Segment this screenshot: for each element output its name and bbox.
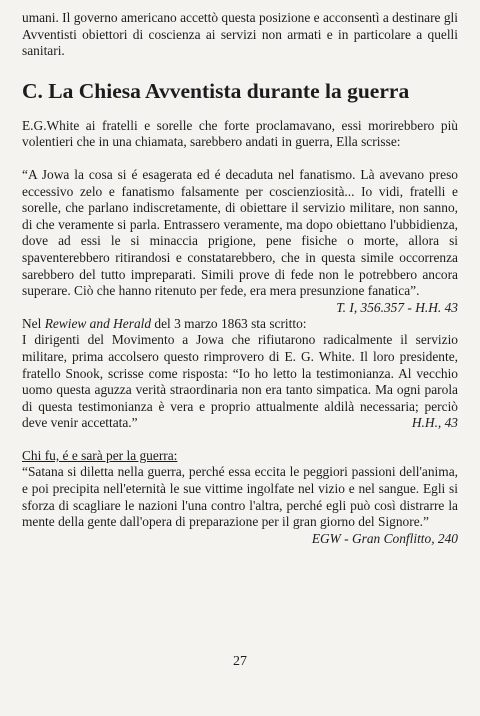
- quote-satana: [22, 464, 458, 546]
- section-title: C. La Chiesa Avventista durante la guerra: [22, 78, 410, 103]
- review-prefix: Nel: [22, 315, 45, 331]
- paragraph-snook: [22, 332, 458, 432]
- snook-source: H.H., 43: [411, 415, 458, 431]
- quote-jowa: [22, 166, 458, 315]
- quote-jowa-source: T. I, 356.357 - H.H. 43: [336, 299, 458, 315]
- subheading-text: Chi fu, é e sarà per la guerra:: [22, 447, 178, 463]
- quote-jowa-text: “A Jowa la cosa si é esagerata ed é decaduta nel fanatismo. Là avevano preso eccessivo zelo e fanatismo falsamente per coscienziosità... Io vidi, fratelli e sorelle, che parlano indiscretamente, di obiettare il servizio militare, non sanno, di che veramente si parla. Entrassero veramente, ma dopo obiettano l'ubbidienza, dove ad essi le si minaccia prigione, pene fisiche o morte, allora si spaventerebbero ritirandosi e constatarebbero, che in questa simile occorrenza sarebbero del tutto impreparati. Simili prove di fede non le potrebbero ancora superare. Ciò che hanno ritenuto per fede, era mera presunzione fanatica”.: [22, 166, 458, 299]
- subheading-war: [22, 448, 458, 465]
- snook-text: I dirigenti del Movimento a Jowa che rifiutarono radicalmente il servizio militare, prima accolsero questo rimprovero di E. G. White. Il loro presidente, fratello Snook, scrisse come risposta: “Io ho letto la testimonianza. Al vecchio uomo questa aguzza verità straordinaria non era tanto simpatica. Ma ogni parola di questa testimonianza è vera e proprio attualmente aldilà necessaria; perciò deve venir accettata.”: [22, 332, 458, 431]
- journal-title: Rewiew and Herald: [44, 315, 152, 331]
- review-suffix: del 3 marzo 1863 sta scritto:: [151, 315, 307, 331]
- intro-paragraph: umani. Il governo americano accettò questa posizione e acconsentì a destinare gli Avventisti obiettori di coscienza ai servizi non armati e in particolare a quelli sanitari.: [22, 10, 458, 59]
- page-number: 27: [233, 654, 247, 669]
- paragraph-white-letter: E.G.White ai fratelli e sorelle che forte proclamavano, essi morirebbero più volentieri che in una chiamata, sarebbero andati in guerra, Ella scrisse:: [22, 117, 458, 150]
- paragraph-review-herald: [22, 316, 458, 333]
- quote-satana-text: “Satana si diletta nella guerra, perché essa eccita le peggiori passioni dell'anima, e poi precipita nell'eternità le sue vittime ingolfate nel vizio e nel sangue. Egli si sforza di scagliare le nazioni l'una contro l'altra, perché egli può così distrarre la mente della gente dall'opera di preparazione per il gran giorno del Signore.”: [22, 464, 458, 530]
- quote-satana-source: EGW - Gran Conflitto, 240: [311, 530, 458, 546]
